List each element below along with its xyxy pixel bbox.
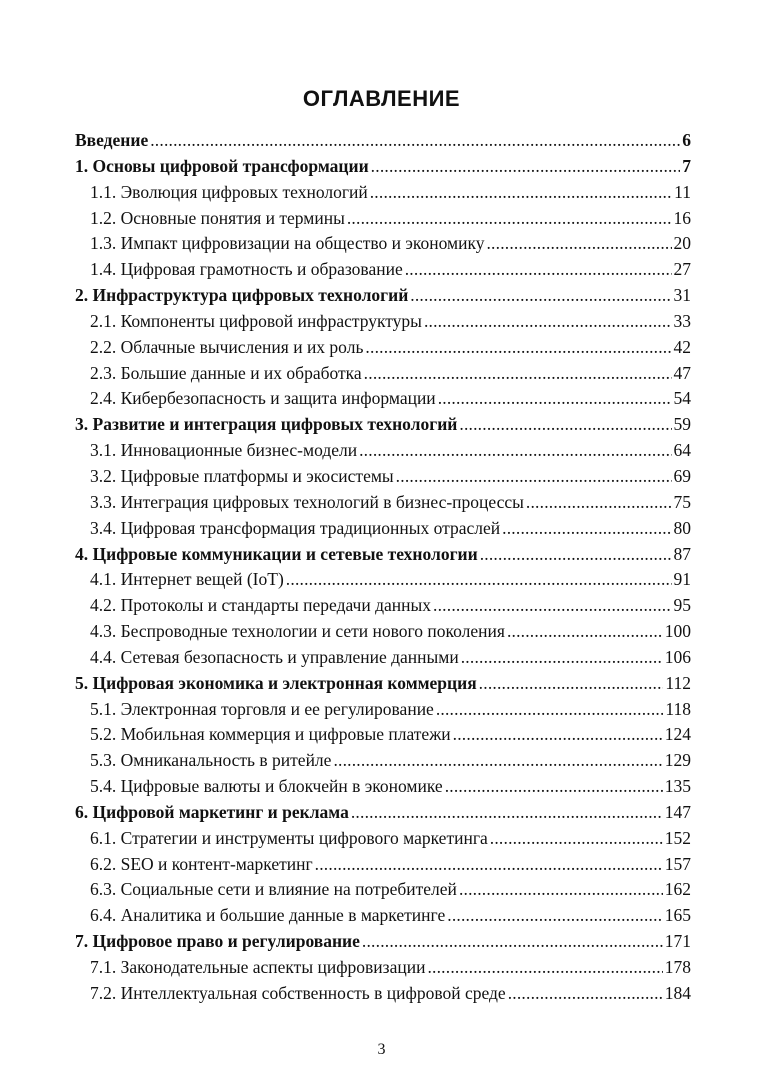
toc-entry-label: 6.2. SEO и контент-маркетинг [90,853,313,874]
toc-entry-page: 16 [673,207,691,228]
toc-entry-page: 124 [664,724,691,745]
toc-entry-section[interactable] [75,748,691,774]
dot-leader [351,800,663,826]
toc-entry-section[interactable] [75,774,691,800]
dot-leader [347,206,672,232]
dot-leader [424,309,672,335]
toc-entry-label: 6.4. Аналитика и большие данные в маркетинге [90,905,446,926]
toc-entry-label: 1. Основы цифровой трансформации [75,155,369,176]
toc-entry-intro[interactable] [75,128,691,154]
toc-entry-label: 2. Инфраструктура цифровых технологий [75,285,409,306]
toc-entry-section[interactable] [75,903,691,929]
toc-entry-label: 6. Цифровой маркетинг и реклама [75,801,349,822]
dot-leader [286,567,672,593]
dot-leader [459,412,671,438]
toc-entry-page: 31 [673,285,691,306]
toc-entry-section[interactable] [75,852,691,878]
dot-leader [502,516,671,542]
toc-entry-chapter[interactable] [75,154,691,180]
toc-entry-label: 4.4. Сетевая безопасность и управление данными [90,646,459,667]
toc-entry-label: 1.2. Основные понятия и термины [90,207,345,228]
toc-entry-label: 4.3. Беспроводные технологии и сети нового поколения [90,621,505,642]
toc-entry-label: 5. Цифровая экономика и электронная коммерция [75,672,477,693]
dot-leader [364,361,672,387]
toc-entry-label: 5.1. Электронная торговля и ее регулирование [90,698,434,719]
toc-entry-label: 5.4. Цифровые валюты и блокчейн в экономике [90,776,443,797]
toc-entry-label: 5.3. Омниканальность в ритейле [90,750,332,771]
toc-entry-label: 1.1. Эволюция цифровых технологий [90,181,368,202]
dot-leader [433,593,671,619]
dot-leader [359,438,671,464]
toc-entry-label: 4.1. Интернет вещей (IoT) [90,569,284,590]
toc-entry-section[interactable] [75,231,691,257]
page-title: ОГЛАВЛЕНИЕ [302,86,461,111]
toc-entry-section[interactable] [75,981,691,1007]
dot-leader [410,283,671,309]
toc-entry-section[interactable] [75,619,691,645]
toc-entry-section[interactable] [75,567,691,593]
toc-entry-page: 59 [673,414,691,435]
toc-entry-page: 129 [664,750,691,771]
toc-entry-page: 20 [673,233,691,254]
toc-entry-page: 162 [664,879,691,900]
toc-entry-page: 42 [673,336,691,357]
toc-entry-label: Введение [75,130,149,150]
toc-entry-page: 7 [682,155,691,176]
toc-entry-section[interactable] [75,386,691,412]
toc-entry-section[interactable] [75,955,691,981]
dot-leader [459,877,663,903]
dot-leader [453,722,663,748]
toc-entry-page: 178 [664,957,691,977]
toc-entry-label: 2.2. Облачные вычисления и их роль [90,336,364,357]
toc-entry-page: 75 [673,491,691,512]
toc-entry-page: 118 [665,698,691,719]
dot-leader [479,671,664,697]
toc-entry-label: 7. Цифровое право и регулирование [75,931,360,952]
toc-entry-page: 95 [673,595,691,616]
dot-leader [508,981,663,1007]
toc-entry-section[interactable] [75,180,691,206]
toc-entry-page: 33 [673,310,691,331]
dot-leader [486,231,671,257]
toc-entry-label: 3.1. Инновационные бизнес-модели [90,440,358,461]
dot-leader [370,180,672,206]
toc-entry-section[interactable] [75,438,691,464]
toc-entry-page: 171 [664,931,691,952]
toc-entry-label: 7.1. Законодательные аспекты цифровизации [90,957,426,977]
page-number: 3 [377,1041,386,1058]
toc-entry-page: 100 [664,621,691,642]
toc-entry-page: 184 [664,982,691,1003]
toc-entry-chapter[interactable] [75,412,691,438]
toc-entry-page: 112 [665,672,691,693]
toc-entry-section[interactable] [75,464,691,490]
toc-entry-page: 54 [673,388,691,409]
toc-entry-label: 4. Цифровые коммуникации и сетевые технологии [75,543,478,564]
toc-entry-section[interactable] [75,490,691,516]
toc-entry-chapter[interactable] [75,671,691,697]
toc-entry-section[interactable] [75,697,691,723]
toc-entry-label: 5.2. Мобильная коммерция и цифровые платежи [90,724,451,745]
dot-leader [490,826,663,852]
dot-leader [427,955,662,981]
dot-leader [315,852,663,878]
toc-entry-section[interactable] [75,645,691,671]
toc-entry-label: 7.2. Интеллектуальная собственность в цифровой среде [90,982,506,1003]
toc-entry-label: 3. Развитие и интеграция цифровых технологий [75,414,458,435]
dot-leader [445,774,663,800]
dot-leader [526,490,672,516]
toc-entry-section[interactable] [75,877,691,903]
toc-entry-section[interactable] [75,516,691,542]
dot-leader [371,154,681,180]
dot-leader [438,386,672,412]
toc-entry-page: 27 [673,259,691,280]
toc-entry-section[interactable] [75,206,691,232]
toc-entry-page: 135 [664,776,691,797]
toc-entry-page: 87 [673,543,691,564]
toc-entry-page: 11 [674,181,691,202]
toc-entry-page: 91 [673,569,691,590]
toc-entry-label: 3.3. Интеграция цифровых технологий в бизнес-процессы [90,491,524,512]
toc-entry-label: 2.4. Кибербезопасность и защита информации [90,388,436,409]
toc-entry-label: 6.3. Социальные сети и влияние на потребителей [90,879,457,900]
dot-leader [150,128,680,154]
toc-entry-label: 2.1. Компоненты цифровой инфраструктуры [90,310,422,331]
toc-entry-page: 147 [664,801,691,822]
dot-leader [436,697,664,723]
toc-entry-page: 6 [682,130,691,150]
toc-entry-page: 152 [664,827,691,848]
dot-leader [480,542,672,568]
toc-entry-section[interactable] [75,309,691,335]
dot-leader [333,748,662,774]
toc-entry-label: 3.4. Цифровая трансформация традиционных отраслей [90,517,501,538]
toc-entry-section[interactable] [75,257,691,283]
toc-entry-chapter[interactable] [75,929,691,955]
toc-entry-page: 69 [673,465,691,486]
table-of-contents [75,128,691,1007]
toc-entry-page: 157 [664,853,691,874]
toc-entry-section[interactable] [75,361,691,387]
dot-leader [507,619,663,645]
toc-entry-label: 6.1. Стратегии и инструменты цифрового маркетинга [90,827,488,848]
dot-leader [405,257,672,283]
dot-leader [362,929,663,955]
toc-entry-chapter[interactable] [75,800,691,826]
dot-leader [365,335,671,361]
toc-entry-section[interactable] [75,722,691,748]
toc-entry-page: 80 [673,517,691,538]
toc-entry-label: 2.3. Большие данные и их обработка [90,362,362,383]
toc-entry-chapter[interactable] [75,542,691,568]
toc-entry-section[interactable] [75,826,691,852]
toc-entry-page: 47 [673,362,691,383]
toc-entry-section[interactable] [75,593,691,619]
toc-entry-label: 1.4. Цифровая грамотность и образование [90,259,403,280]
toc-entry-page: 165 [664,905,691,926]
toc-entry-page: 64 [673,440,691,461]
toc-entry-page: 106 [664,646,691,667]
toc-entry-label: 3.2. Цифровые платформы и экосистемы [90,465,394,486]
dot-leader [396,464,672,490]
toc-entry-label: 4.2. Протоколы и стандарты передачи данных [90,595,432,616]
toc-entry-label: 1.3. Импакт цифровизации на общество и экономику [90,233,485,254]
toc-entry-section[interactable] [75,335,691,361]
dot-leader [461,645,663,671]
toc-entry-chapter[interactable] [75,283,691,309]
dot-leader [447,903,663,929]
